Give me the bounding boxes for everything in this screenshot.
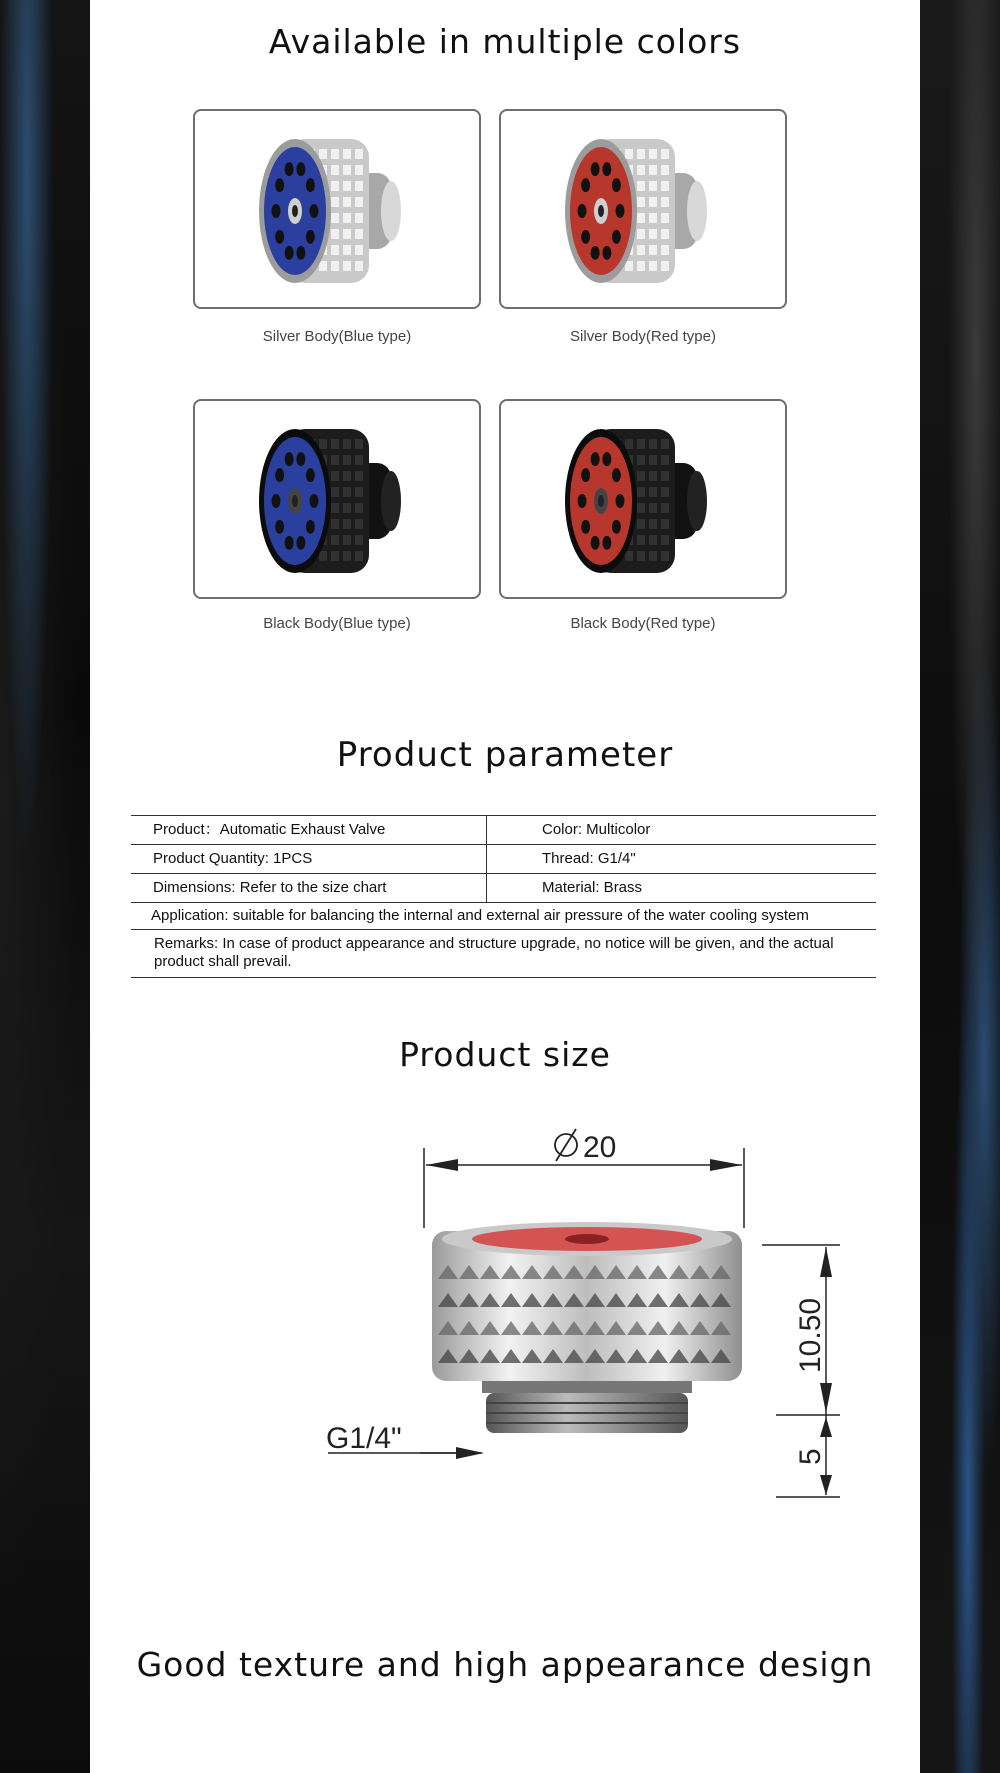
param-product: Product：Automatic Exhaust Valve xyxy=(131,816,487,845)
product-image-silver-red xyxy=(501,111,785,307)
table-row xyxy=(131,903,876,930)
diameter-symbol-icon xyxy=(555,1129,577,1161)
variant-caption-black-red: Black Body(Red type) xyxy=(570,615,716,632)
variant-caption-black-blue: Black Body(Blue type) xyxy=(263,615,411,632)
closing-title: Good texture and high appearance design xyxy=(136,1645,874,1684)
variant-card-black-blue xyxy=(193,399,481,599)
colors-title: Available in multiple colors xyxy=(268,22,742,61)
product-image-black-red xyxy=(501,401,785,597)
table-row xyxy=(131,874,876,903)
diameter-label: 20 xyxy=(583,1131,617,1164)
arrow-icon xyxy=(426,1159,458,1171)
thread-label: G1/4" xyxy=(326,1422,402,1455)
arrow-icon xyxy=(820,1247,832,1277)
arrow-icon xyxy=(710,1159,742,1171)
size-diagram xyxy=(220,1115,827,1515)
arrow-icon xyxy=(820,1475,832,1495)
arrow-icon xyxy=(820,1383,832,1413)
variant-card-silver-red xyxy=(499,109,787,309)
table-row xyxy=(131,845,876,874)
content-panel xyxy=(90,0,920,1773)
param-application: Application: suitable for balancing the internal and external air pressure of the water cooling system xyxy=(131,903,876,930)
param-remarks: Remarks: In case of product appearance and structure upgrade, no notice will be given, and the actual product shall prevail. xyxy=(131,930,876,978)
variant-caption-silver-blue: Silver Body(Blue type) xyxy=(262,328,412,345)
params-title: Product parameter xyxy=(336,735,674,775)
param-material: Material: Brass xyxy=(487,874,877,903)
param-quantity: Product Quantity: 1PCS xyxy=(131,845,487,874)
variant-card-black-red xyxy=(499,399,787,599)
table-row xyxy=(131,930,876,978)
size-title: Product size xyxy=(399,1035,611,1074)
parameter-table xyxy=(131,815,876,978)
arrow-icon xyxy=(456,1447,484,1459)
param-dimensions: Dimensions: Refer to the size chart xyxy=(131,874,487,903)
param-color: Color: Multicolor xyxy=(487,816,877,845)
table-row xyxy=(131,816,876,845)
param-thread: Thread: G1/4" xyxy=(487,845,877,874)
variant-caption-silver-red: Silver Body(Red type) xyxy=(570,328,716,345)
background-right xyxy=(920,0,1000,1773)
product-image-black-blue xyxy=(195,401,479,597)
height-label: 10.50 xyxy=(794,1297,827,1373)
background-left xyxy=(0,0,90,1773)
valve-illustration xyxy=(432,1222,742,1433)
variant-card-silver-blue xyxy=(193,109,481,309)
product-image-silver-blue xyxy=(195,111,479,307)
arrow-icon xyxy=(820,1417,832,1437)
thread-height-label: 5 xyxy=(794,1448,827,1465)
